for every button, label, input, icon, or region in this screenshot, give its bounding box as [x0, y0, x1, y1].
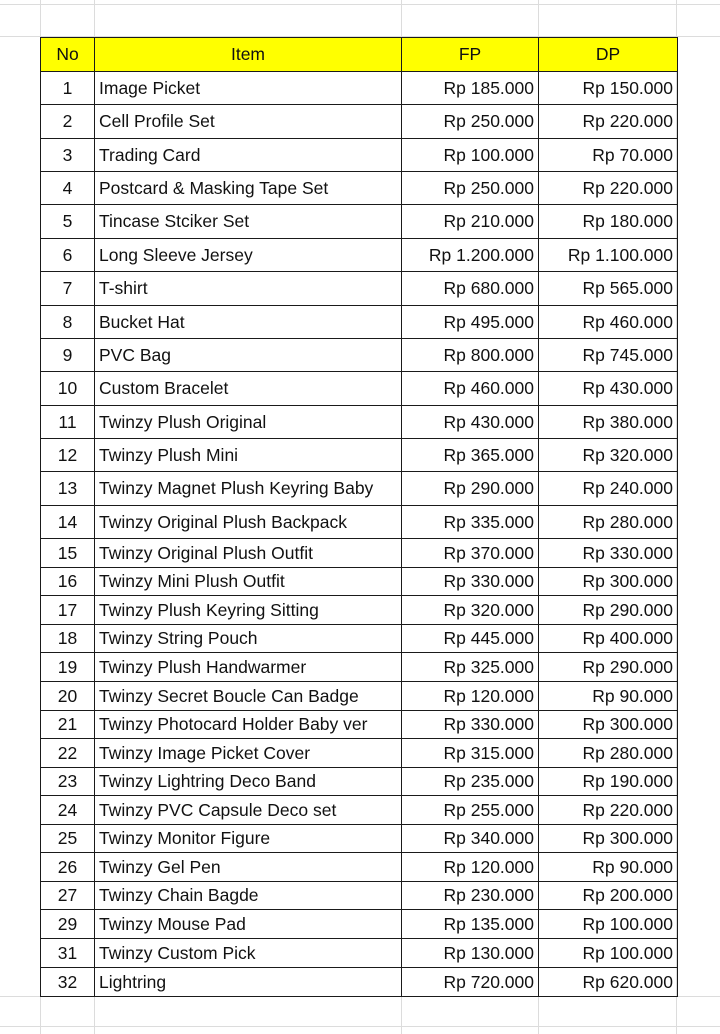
- cell-item[interactable]: Twinzy Plush Handwarmer: [95, 653, 402, 682]
- cell-fp[interactable]: Rp 445.000: [402, 625, 539, 653]
- cell-item[interactable]: Twinzy Plush Keyring Sitting: [95, 596, 402, 625]
- cell-fp[interactable]: Rp 720.000: [402, 968, 539, 997]
- header-row: [41, 38, 678, 72]
- cell-no[interactable]: 14: [41, 506, 95, 539]
- cell-fp[interactable]: Rp 185.000: [402, 72, 539, 105]
- cell-no[interactable]: 31: [41, 939, 95, 968]
- cell-fp[interactable]: Rp 800.000: [402, 339, 539, 372]
- table-row: [41, 653, 678, 682]
- table-row: [41, 568, 678, 596]
- cell-no[interactable]: 17: [41, 596, 95, 625]
- cell-no[interactable]: 10: [41, 372, 95, 406]
- table-row: [41, 539, 678, 568]
- cell-item[interactable]: Twinzy Original Plush Outfit: [95, 539, 402, 568]
- cell-no[interactable]: 22: [41, 739, 95, 768]
- table-row: [41, 625, 678, 653]
- table-row: [41, 472, 678, 506]
- cell-dp[interactable]: Rp 320.000: [539, 439, 678, 472]
- table-row: [41, 882, 678, 910]
- header-no[interactable]: No: [41, 38, 95, 72]
- cell-dp[interactable]: Rp 100.000: [539, 910, 678, 939]
- cell-no[interactable]: 32: [41, 968, 95, 997]
- cell-dp[interactable]: Rp 380.000: [539, 406, 678, 439]
- cell-dp[interactable]: Rp 220.000: [539, 796, 678, 825]
- table-body: [41, 72, 678, 997]
- cell-dp[interactable]: Rp 70.000: [539, 139, 678, 172]
- cell-no[interactable]: 2: [41, 105, 95, 139]
- cell-no[interactable]: 3: [41, 139, 95, 172]
- cell-item[interactable]: Twinzy Mouse Pad: [95, 910, 402, 939]
- cell-dp[interactable]: Rp 240.000: [539, 472, 678, 506]
- cell-dp[interactable]: Rp 180.000: [539, 205, 678, 239]
- table-row: [41, 711, 678, 739]
- cell-fp[interactable]: Rp 680.000: [402, 272, 539, 306]
- table-row: [41, 72, 678, 105]
- header-fp[interactable]: FP: [402, 38, 539, 72]
- cell-fp[interactable]: Rp 340.000: [402, 825, 539, 853]
- cell-fp[interactable]: Rp 120.000: [402, 682, 539, 711]
- cell-item[interactable]: Twinzy Photocard Holder Baby ver: [95, 711, 402, 739]
- cell-dp[interactable]: Rp 220.000: [539, 172, 678, 205]
- cell-item[interactable]: Twinzy Plush Original: [95, 406, 402, 439]
- cell-no[interactable]: 9: [41, 339, 95, 372]
- cell-dp[interactable]: Rp 100.000: [539, 939, 678, 968]
- cell-fp[interactable]: Rp 315.000: [402, 739, 539, 768]
- table-row: [41, 968, 678, 997]
- cell-no[interactable]: 24: [41, 796, 95, 825]
- cell-no[interactable]: 12: [41, 439, 95, 472]
- cell-no[interactable]: 8: [41, 306, 95, 339]
- cell-fp[interactable]: Rp 495.000: [402, 306, 539, 339]
- cell-fp[interactable]: Rp 235.000: [402, 768, 539, 796]
- cell-item[interactable]: Twinzy Chain Bagde: [95, 882, 402, 910]
- cell-dp[interactable]: Rp 565.000: [539, 272, 678, 306]
- cell-item[interactable]: Twinzy Plush Mini: [95, 439, 402, 472]
- table-row: [41, 739, 678, 768]
- cell-no[interactable]: 5: [41, 205, 95, 239]
- cell-no[interactable]: 18: [41, 625, 95, 653]
- cell-item[interactable]: Twinzy Gel Pen: [95, 853, 402, 882]
- table-row: [41, 439, 678, 472]
- cell-fp[interactable]: Rp 290.000: [402, 472, 539, 506]
- cell-fp[interactable]: Rp 320.000: [402, 596, 539, 625]
- table-row: [41, 172, 678, 205]
- cell-no[interactable]: 19: [41, 653, 95, 682]
- table-row: [41, 205, 678, 239]
- cell-no[interactable]: 21: [41, 711, 95, 739]
- cell-dp[interactable]: Rp 460.000: [539, 306, 678, 339]
- cell-no[interactable]: 13: [41, 472, 95, 506]
- cell-no[interactable]: 4: [41, 172, 95, 205]
- cell-no[interactable]: 11: [41, 406, 95, 439]
- cell-item[interactable]: Twinzy Monitor Figure: [95, 825, 402, 853]
- cell-dp[interactable]: Rp 745.000: [539, 339, 678, 372]
- table-row: [41, 105, 678, 139]
- table-row: [41, 506, 678, 539]
- cell-dp[interactable]: Rp 90.000: [539, 853, 678, 882]
- cell-dp[interactable]: Rp 190.000: [539, 768, 678, 796]
- table-row: [41, 596, 678, 625]
- cell-fp[interactable]: Rp 230.000: [402, 882, 539, 910]
- cell-no[interactable]: 27: [41, 882, 95, 910]
- cell-fp[interactable]: Rp 365.000: [402, 439, 539, 472]
- cell-dp[interactable]: Rp 300.000: [539, 568, 678, 596]
- cell-fp[interactable]: Rp 130.000: [402, 939, 539, 968]
- table-row: [41, 768, 678, 796]
- cell-item[interactable]: Twinzy String Pouch: [95, 625, 402, 653]
- cell-item[interactable]: Twinzy Mini Plush Outfit: [95, 568, 402, 596]
- cell-item[interactable]: Twinzy Lightring Deco Band: [95, 768, 402, 796]
- cell-item[interactable]: T-shirt: [95, 272, 402, 306]
- table-row: [41, 682, 678, 711]
- table-row: [41, 339, 678, 372]
- cell-dp[interactable]: Rp 300.000: [539, 711, 678, 739]
- cell-dp[interactable]: Rp 1.100.000: [539, 239, 678, 272]
- cell-item[interactable]: Custom Bracelet: [95, 372, 402, 406]
- cell-fp[interactable]: Rp 135.000: [402, 910, 539, 939]
- table-row: [41, 796, 678, 825]
- cell-no[interactable]: 7: [41, 272, 95, 306]
- cell-fp[interactable]: Rp 370.000: [402, 539, 539, 568]
- cell-item[interactable]: Tincase Stciker Set: [95, 205, 402, 239]
- table-row: [41, 825, 678, 853]
- table-row: [41, 239, 678, 272]
- cell-fp[interactable]: Rp 330.000: [402, 568, 539, 596]
- cell-fp[interactable]: Rp 100.000: [402, 139, 539, 172]
- cell-fp[interactable]: Rp 250.000: [402, 172, 539, 205]
- header-dp[interactable]: DP: [539, 38, 678, 72]
- header-item[interactable]: Item: [95, 38, 402, 72]
- cell-item[interactable]: Cell Profile Set: [95, 105, 402, 139]
- cell-item[interactable]: Image Picket: [95, 72, 402, 105]
- cell-dp[interactable]: Rp 400.000: [539, 625, 678, 653]
- cell-fp[interactable]: Rp 210.000: [402, 205, 539, 239]
- cell-fp[interactable]: Rp 335.000: [402, 506, 539, 539]
- cell-item[interactable]: Long Sleeve Jersey: [95, 239, 402, 272]
- cell-no[interactable]: 23: [41, 768, 95, 796]
- cell-item[interactable]: Trading Card: [95, 139, 402, 172]
- cell-fp[interactable]: Rp 330.000: [402, 711, 539, 739]
- cell-no[interactable]: 1: [41, 72, 95, 105]
- cell-no[interactable]: 15: [41, 539, 95, 568]
- table-row: [41, 910, 678, 939]
- cell-dp[interactable]: Rp 150.000: [539, 72, 678, 105]
- cell-no[interactable]: 20: [41, 682, 95, 711]
- cell-fp[interactable]: Rp 1.200.000: [402, 239, 539, 272]
- cell-dp[interactable]: Rp 430.000: [539, 372, 678, 406]
- table-row: [41, 406, 678, 439]
- cell-dp[interactable]: Rp 620.000: [539, 968, 678, 997]
- cell-item[interactable]: Twinzy Custom Pick: [95, 939, 402, 968]
- cell-dp[interactable]: Rp 280.000: [539, 506, 678, 539]
- cell-dp[interactable]: Rp 220.000: [539, 105, 678, 139]
- cell-item[interactable]: Lightring: [95, 968, 402, 997]
- price-table: [40, 37, 678, 997]
- table-row: [41, 939, 678, 968]
- cell-no[interactable]: 26: [41, 853, 95, 882]
- cell-dp[interactable]: Rp 290.000: [539, 653, 678, 682]
- cell-dp[interactable]: Rp 300.000: [539, 825, 678, 853]
- cell-dp[interactable]: Rp 280.000: [539, 739, 678, 768]
- cell-item[interactable]: Twinzy PVC Capsule Deco set: [95, 796, 402, 825]
- table-row: [41, 139, 678, 172]
- cell-no[interactable]: 29: [41, 910, 95, 939]
- cell-no[interactable]: 25: [41, 825, 95, 853]
- cell-fp[interactable]: Rp 325.000: [402, 653, 539, 682]
- cell-item[interactable]: Twinzy Original Plush Backpack: [95, 506, 402, 539]
- table-row: [41, 853, 678, 882]
- cell-item[interactable]: Postcard & Masking Tape Set: [95, 172, 402, 205]
- cell-fp[interactable]: Rp 250.000: [402, 105, 539, 139]
- table-row: [41, 306, 678, 339]
- cell-fp[interactable]: Rp 120.000: [402, 853, 539, 882]
- cell-item[interactable]: PVC Bag: [95, 339, 402, 372]
- cell-fp[interactable]: Rp 255.000: [402, 796, 539, 825]
- cell-no[interactable]: 16: [41, 568, 95, 596]
- cell-dp[interactable]: Rp 290.000: [539, 596, 678, 625]
- cell-dp[interactable]: Rp 330.000: [539, 539, 678, 568]
- cell-item[interactable]: Twinzy Magnet Plush Keyring Baby: [95, 472, 402, 506]
- cell-dp[interactable]: Rp 90.000: [539, 682, 678, 711]
- table-row: [41, 372, 678, 406]
- cell-item[interactable]: Bucket Hat: [95, 306, 402, 339]
- cell-no[interactable]: 6: [41, 239, 95, 272]
- table-row: [41, 272, 678, 306]
- cell-fp[interactable]: Rp 430.000: [402, 406, 539, 439]
- cell-item[interactable]: Twinzy Secret Boucle Can Badge: [95, 682, 402, 711]
- cell-fp[interactable]: Rp 460.000: [402, 372, 539, 406]
- cell-dp[interactable]: Rp 200.000: [539, 882, 678, 910]
- cell-item[interactable]: Twinzy Image Picket Cover: [95, 739, 402, 768]
